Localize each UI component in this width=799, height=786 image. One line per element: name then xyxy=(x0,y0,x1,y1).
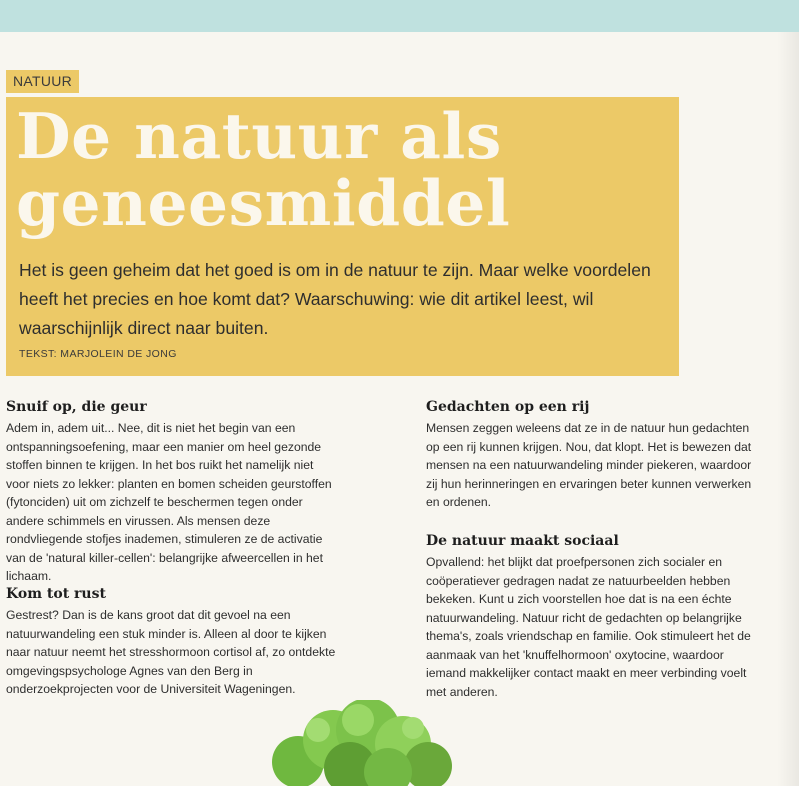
section-heading: De natuur maakt sociaal xyxy=(426,533,619,549)
section-snuif-op xyxy=(6,398,336,586)
section-heading: Snuif op, die geur xyxy=(6,399,147,415)
category-label: NATUUR xyxy=(6,70,79,93)
page-title-line-2: geneesmiddel xyxy=(16,166,511,240)
section-body: Opvallend: het blijkt dat proefpersonen zich socialer en coöperatiever gedragen nadat ze natuurbeelden hebben bekeken. Kunt u zich voorstellen hoe dat is na een échte natuurwandeling. Natuur richt de gedachten op belangrijke thema's, zoals vriendschap en familie. Ook stimuleert het de aanmaak van het 'knuffelhormoon' oxytocine, waardoor iemand makkelijker contact maakt en meer verbinding voelt met anderen. xyxy=(426,555,751,699)
section-kom-tot-rust xyxy=(6,585,336,699)
byline: TEKST: MARJOLEIN DE JONG xyxy=(19,348,177,360)
section-body: Gestrest? Dan is de kans groot dat dit gevoel na een natuurwandeling een stuk minder is. Alleen al door te kijken naar natuur neemt het stresshormoon cortisol af, zo ontdekte omgevingspsychologe Agnes van den Berg in onderzoekprojecten voor de Universiteit Wageningen. xyxy=(6,608,336,696)
section-body: Mensen zeggen weleens dat ze in de natuur hun gedachten op een rij kunnen krijgen. Nou, dat klopt. Het is bewezen dat mensen na een natuurwandeling minder piekeren, waardoor zij hun herinneringen en ervaringen beter kunnen verwerken en ordenen. xyxy=(426,421,752,509)
section-natuur-sociaal xyxy=(426,532,756,701)
section-gedachten xyxy=(426,398,756,512)
hero-box xyxy=(6,97,679,376)
page-title-line-1: De natuur als xyxy=(16,99,502,173)
section-heading: Gedachten op een rij xyxy=(426,399,590,415)
section-body: Adem in, adem uit... Nee, dit is niet het begin van een ontspanningsoefening, maar een manier om heel gezonde stoffen binnen te krijgen. In het bos ruikt het namelijk niet voor niets zo lekker: planten en bomen scheiden geurstoffen (fytonciden) uit om zichzelf te beschermen tegen onder andere schimmels en virussen. Als mensen deze rondvliegende stofjes inademen, stimuleren ze de activatie van de 'natural killer-cellen': belangrijke afweercellen in het lichaam. xyxy=(6,421,332,583)
intro-text: Het is geen geheim dat het goed is om in de natuur te zijn. Maar welke voordelen heeft het precies en hoe komt dat? Waarschuwing: wie dit artikel leest, wil waarschijnlijk direct naar buiten. xyxy=(19,260,651,338)
tree-illustration xyxy=(238,700,478,786)
top-color-strip xyxy=(0,0,799,32)
section-heading: Kom tot rust xyxy=(6,586,106,602)
page-edge-shadow xyxy=(777,32,799,786)
page-title xyxy=(16,99,676,240)
